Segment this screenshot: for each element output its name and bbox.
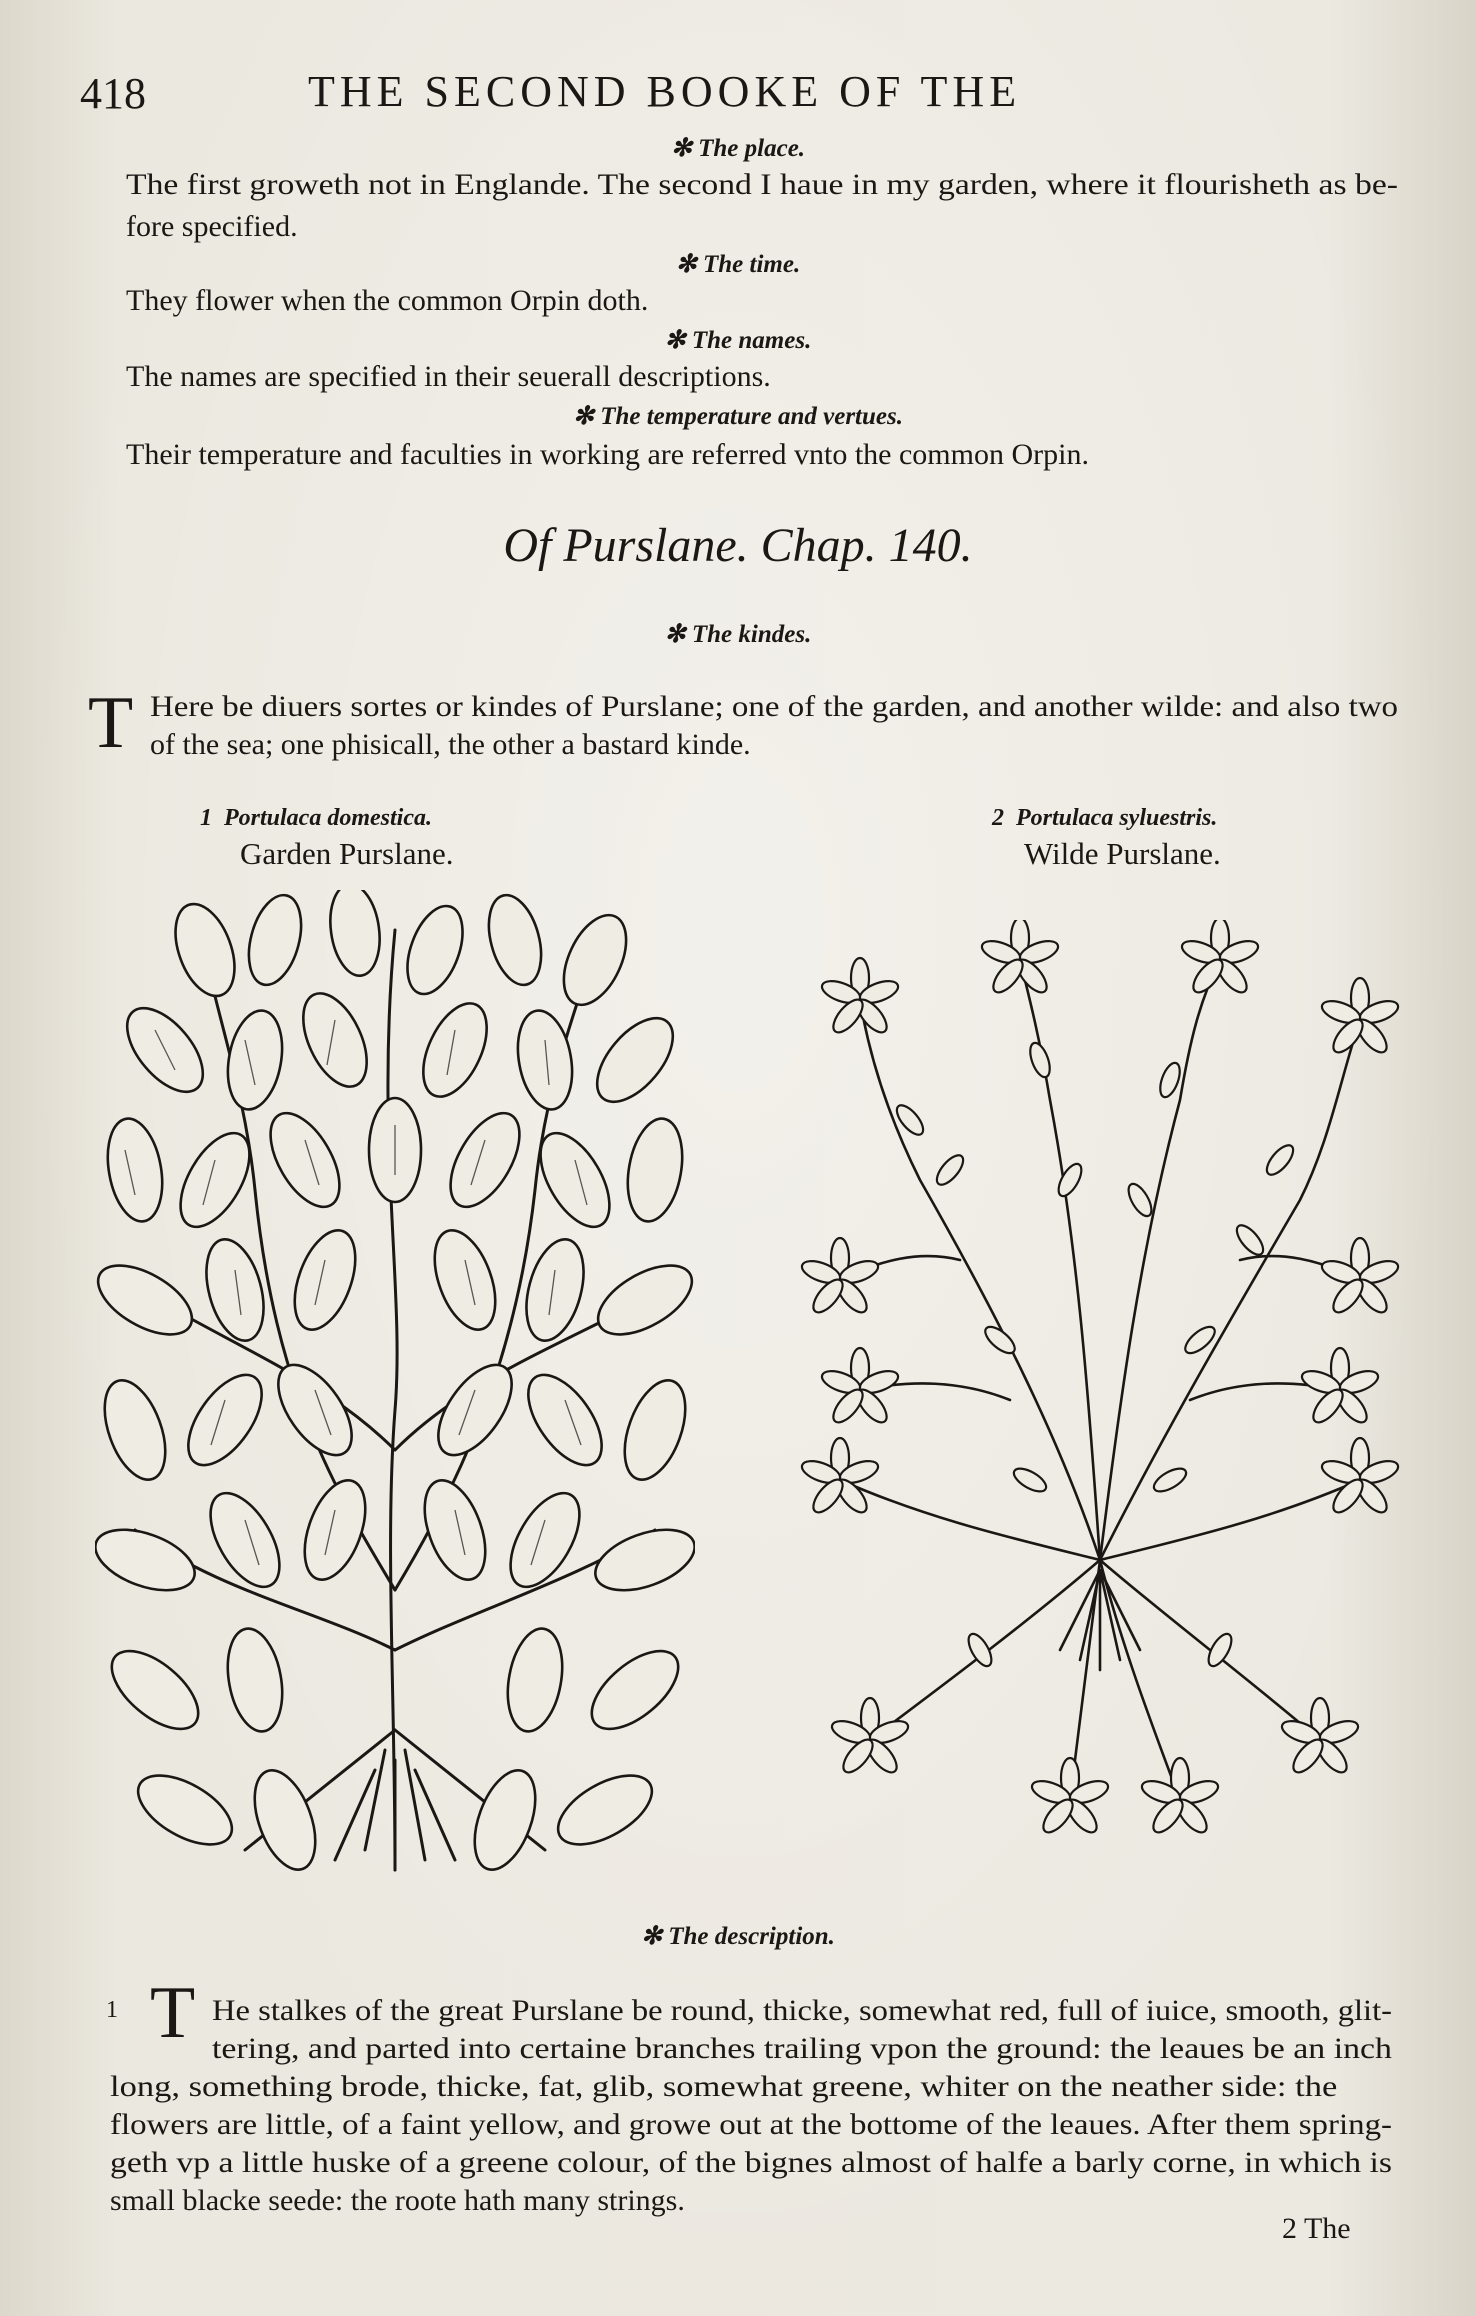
woodcut-garden-purslane — [95, 890, 695, 1890]
description-line-3: long, something brode, thicke, fat, glib, somewhat greene, whiter on the neather side: the — [110, 2070, 1338, 2103]
running-head: THE SECOND BOOKE OF THE — [308, 67, 1022, 116]
names-line-1: The names are specified in their seuerall descriptions. — [126, 360, 771, 393]
figure-1-english: Garden Purslane. — [240, 836, 454, 871]
figure-2-latin-text: Portulaca syluestris. — [1016, 805, 1218, 831]
heading-temperature: ✻ The temperature and vertues. — [573, 403, 903, 430]
description-line-6: small blacke seede: the roote hath many strings. — [110, 2184, 685, 2217]
figure-2-number: 2 — [992, 805, 1004, 831]
figure-1-latin — [200, 806, 432, 830]
kindes-line-2: of the sea; one phisicall, the other a bastard kinde. — [150, 728, 751, 761]
woodcut-wilde-purslane — [800, 920, 1400, 1870]
description-line-5: geth vp a little huske of a greene colour, of the bignes almost of halfe a barly corne, in which is — [110, 2146, 1392, 2179]
figure-1-latin-text: Portulaca domestica. — [224, 805, 432, 831]
heading-names: ✻ The names. — [664, 327, 812, 354]
heading-time: ✻ The time. — [675, 251, 801, 278]
figure-2-latin — [992, 806, 1217, 830]
page-number: 418 — [80, 69, 146, 118]
kindes-line-1: Here be diuers sortes or kindes of Purslane; one of the garden, and another wilde: and also two — [150, 690, 1398, 723]
heading-place: ✻ The place. — [670, 135, 806, 162]
time-line-1: They flower when the common Orpin doth. — [126, 284, 649, 317]
heading-kindes: ✻ The kindes. — [664, 621, 812, 648]
temperature-line-1: Their temperature and faculties in working are referred vnto the common Orpin. — [126, 438, 1089, 471]
description-initial: T — [150, 1972, 196, 2054]
description-line-2: tering, and parted into certaine branches trailing vpon the ground: the leaues be an inch — [212, 2032, 1392, 2065]
kindes-initial: T — [88, 682, 134, 764]
figure-1-number: 1 — [200, 805, 212, 831]
place-line-2: fore specified. — [126, 210, 298, 243]
description-line-4: flowers are little, of a faint yellow, and growe out at the bottome of the leaues. After them spring- — [110, 2108, 1392, 2141]
figure-2-english: Wilde Purslane. — [1024, 836, 1221, 871]
catchword: 2 The — [1282, 2212, 1351, 2245]
description-line-1: He stalkes of the great Purslane be round, thicke, somewhat red, full of iuice, smooth, glit- — [212, 1994, 1392, 2027]
heading-description: ✻ The description. — [641, 1923, 835, 1950]
place-line-1: The first groweth not in Englande. The second I haue in my garden, where it flourisheth as be- — [126, 168, 1398, 201]
chapter-title: Of Purslane. Chap. 140. — [503, 519, 973, 572]
description-item-number: 1 — [106, 1997, 118, 2023]
